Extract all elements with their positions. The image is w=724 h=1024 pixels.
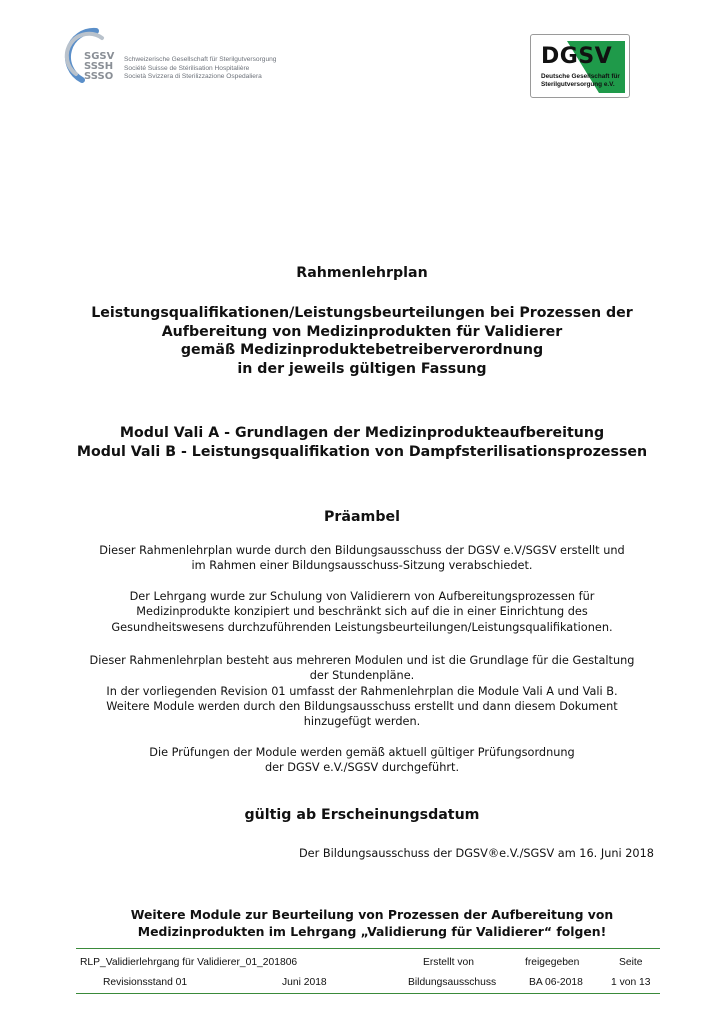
- subtitle-line: in der jeweils gültigen Fassung: [237, 360, 487, 377]
- sgsv-society-names: [124, 56, 276, 82]
- dgsv-logo: [530, 34, 630, 98]
- paragraph-1: [0, 543, 724, 574]
- title-text: Rahmenlehrplan: [296, 265, 428, 281]
- dgsv-wordmark: DGSV: [541, 44, 613, 69]
- document-subtitle: [0, 304, 724, 378]
- paragraph-line: Der Lehrgang wurde zur Schulung von Validierern von Aufbereitungsprozessen für: [129, 590, 595, 603]
- sgsv-abbr-it: SSSO: [84, 71, 114, 82]
- module-line: Modul Vali A - Grundlagen der Medizinprodukteaufbereitung: [119, 425, 605, 441]
- dgsv-tagline-line: Deutsche Gesellschaft für: [541, 73, 620, 80]
- module-list: [0, 424, 724, 461]
- paragraph-line: hinzugefügt werden.: [303, 715, 421, 729]
- preamble-heading: [0, 508, 724, 527]
- subtitle-line: gemäß Medizinproduktebetreiberverordnung: [180, 342, 544, 358]
- paragraph-line: Weitere Module werden durch den Bildungsausschuss erstellt und dann diesem Dokument: [106, 699, 618, 713]
- footer-top-rule: [76, 948, 660, 949]
- footer-created-by: Bildungsausschuss: [408, 977, 497, 988]
- sgsv-abbr-fr: SSSH: [84, 61, 114, 72]
- sgsv-name-it: Società Svizzera di Sterilizzazione Ospedaliera: [124, 73, 262, 81]
- paragraph-3: [0, 653, 724, 729]
- sgsv-name-fr: Société Suisse de Stérilisation Hospitalière: [124, 64, 250, 72]
- footer-released-label: freigegeben: [525, 957, 580, 968]
- document-title: [0, 264, 724, 283]
- paragraph-line: Medizinprodukte konzipiert und beschränkt sich auf die in einer Einrichtung des: [136, 605, 588, 619]
- paragraph-line: der DGSV e.V./SGSV durchgeführt.: [264, 761, 460, 775]
- validity-statement: [0, 806, 724, 825]
- paragraph-line: im Rahmen einer Bildungsausschuss-Sitzung verabschiedet.: [191, 559, 533, 573]
- sgsv-name-de: Schweizerische Gesellschaft für Sterilgutversorgung: [124, 56, 277, 63]
- preamble-heading-text: Präambel: [324, 509, 400, 525]
- sgsv-abbreviations: [84, 52, 114, 82]
- subtitle-line: Aufbereitung von Medizinprodukten für Validierer: [161, 323, 563, 340]
- paragraph-line: Die Prüfungen der Module werden gemäß aktuell gültiger Prüfungsordnung: [149, 746, 575, 759]
- footer-created-label: Erstellt von: [423, 957, 474, 968]
- footer-page-number: 1 von 13: [611, 977, 651, 988]
- notice-line: Weitere Module zur Beurteilung von Prozessen der Aufbereitung von: [130, 907, 614, 922]
- footer-date: Juni 2018: [282, 977, 327, 988]
- footer-document-name: RLP_Validierlehrgang für Validierer_01_201806: [80, 957, 298, 968]
- dgsv-tagline-line: Sterilgutversorgung e.V.: [541, 80, 615, 88]
- paragraph-2: [0, 589, 724, 635]
- paragraph-line: Dieser Rahmenlehrplan besteht aus mehreren Modulen und ist die Grundlage für die Gestaltung: [89, 654, 635, 667]
- sgsv-abbr-de: SGSV: [84, 51, 115, 62]
- footer-bottom-rule: [76, 993, 660, 994]
- footer-released-by: BA 06-2018: [529, 977, 583, 988]
- paragraph-line: In der vorliegenden Revision 01 umfasst der Rahmenlehrplan die Module Vali A und Vali B.: [106, 684, 618, 698]
- signature-line: Der Bildungsausschuss der DGSV®e.V./SGSV am 16. Juni 2018: [298, 847, 654, 860]
- module-line: Modul Vali B - Leistungsqualifikation von Dampfsterilisationsprozessen: [76, 443, 648, 460]
- paragraph-line: Dieser Rahmenlehrplan wurde durch den Bildungsausschuss der DGSV e.V/SGSV erstellt und: [99, 544, 625, 557]
- paragraph-4: [0, 745, 724, 776]
- subtitle-line: Leistungsqualifikationen/Leistungsbeurteilungen bei Prozessen der: [91, 305, 633, 321]
- further-modules-notice: [0, 906, 724, 940]
- paragraph-line: Gesundheitswesens durchzuführenden Leistungsbeurteilungen/Leistungsqualifikationen.: [111, 620, 613, 634]
- dgsv-tagline: [541, 73, 620, 88]
- footer-page-label: Seite: [619, 957, 643, 968]
- footer-revision: Revisionsstand 01: [103, 977, 188, 988]
- paragraph-line: der Stundenpläne.: [309, 669, 415, 683]
- validity-text: gültig ab Erscheinungsdatum: [244, 807, 480, 823]
- notice-line: Medizinprodukten im Lehrgang „Validierung für Validierer“ folgen!: [137, 924, 607, 939]
